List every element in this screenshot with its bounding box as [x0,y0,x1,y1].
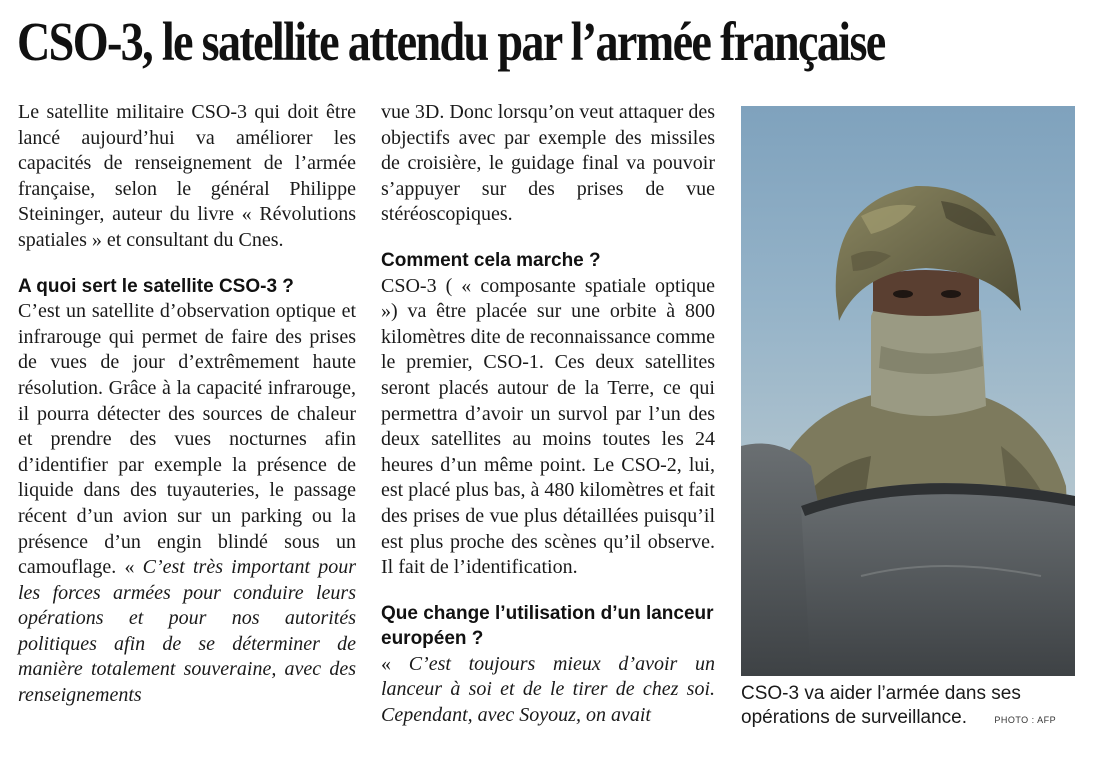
answer-3-paragraph [381,652,715,729]
caption-text: CSO-3 va aider l’armée dans ses opérations de surveillance. [741,683,1021,728]
answer-3-open-quote: « [381,652,391,675]
headline: CSO-3, le satellite attendu par l’armée française [17,11,885,72]
photo-credit: PHOTO : AFP [994,715,1057,725]
question-1-heading: A quoi sert le satellite CSO-3 ? [18,275,294,297]
soldier-photo [741,106,1075,676]
answer-1-quote: C’est très important pour les forces armées pour conduire leurs opérations et pour nos autorités politiques afin de se déterminer de manière totalement souveraine, avec des renseignements [18,556,357,707]
face-shape [873,270,979,316]
article-column-1 [18,100,356,709]
photo-caption [741,682,1081,732]
answer-2-paragraph: CSO-3 ( « composante spatiale optique ») va être placée sur une orbite à 800 kilomètres dite de reconnaissance comme le premier, CSO-1. Ces deux satellites seront placés autour de la Terre, ce qui permettra d’avoir un survol par l’un des deux satellites au moins toutes les 24 heures d’un même point. Le CSO-2, lui, est placé plus bas, à 480 kilomètres et fait des prises de vue plus détaillées puisqu’il est plus proche des scènes qu’il observe. Il fait de l’identification. [381,274,715,579]
answer-1-paragraph [18,299,356,709]
answer-1-text: C’est un satellite d’observation optique et infrarouge qui permet de faire des prises de vues de jour d’extrêmement haute résolution. Grâce à la capacité infrarouge, il pourra détecter des sources de chaleur et prendre des vues nocturnes afin d’identifier par exemple la présence de liquide dans des tuyauteries, le passage récent d’un avion sur un parking ou la présence d’un engin blindé sous un camouflage. « [18,300,356,579]
soldier-illustration [741,106,1075,676]
answer-3-quote: C’est toujours mieux d’avoir un lanceur à soi et de le tirer de chez soi. Cependant, avec Soyouz, on avait [381,652,716,727]
question-3-heading: Que change l’utilisation d’un lanceur européen ? [381,602,714,650]
intro-paragraph: Le satellite militaire CSO-3 qui doit être lancé aujourd’hui va améliorer les capacités de renseignement de l’armée française, selon le général Philippe Steininger, auteur du livre « Révolutions spatiales » et consultant du Cnes. [18,101,356,251]
article-column-2 [381,100,715,729]
question-2-heading: Comment cela marche ? [381,249,601,271]
answer-1-continued: vue 3D. Donc lorsqu’on veut attaquer des objectifs avec par exemple des missiles de croisière, le guidage final va pouvoir s’appuyer sur des prises de vue stéréoscopiques. [381,101,715,226]
